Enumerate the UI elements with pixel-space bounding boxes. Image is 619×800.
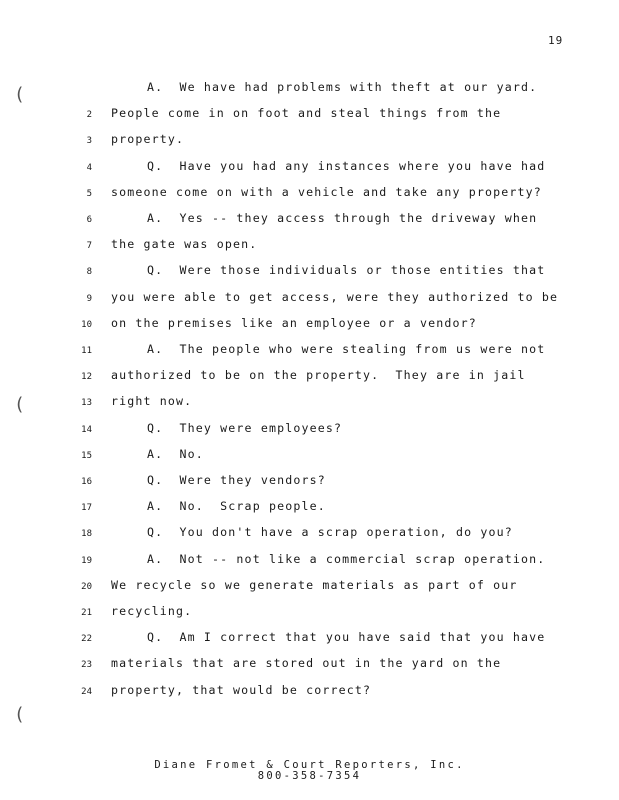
line-text: authorized to be on the property. They are in jail [111,368,526,383]
line-text: right now. [111,394,193,409]
transcript-line [0,421,619,441]
transcript-line [0,552,619,572]
transcript-line [0,525,619,545]
transcript-line [0,578,619,598]
line-number: 9 [86,293,92,304]
line-text: recycling. [111,604,193,618]
transcript-line [0,604,619,624]
transcript-line [0,447,619,467]
transcript-line [0,159,619,179]
line-number: 11 [81,346,92,356]
line-text: Q. Were those individuals or those entities that [147,263,546,278]
line-text: Q. Have you had any instances where you have had [147,158,546,173]
line-text: Q. You don't have a scrap operation, do you? [147,525,513,540]
line-number: 22 [81,634,92,645]
transcript-line [0,499,619,519]
transcript-line [0,290,619,310]
transcript-line [0,316,619,336]
line-number: 16 [81,477,92,487]
transcript-line [0,630,619,650]
transcript-line [0,106,619,126]
transcript-line [0,473,619,493]
transcript-line [0,211,619,231]
line-number: 8 [86,267,92,278]
punch-hole-mark-top: ( [14,84,25,105]
line-text: A. No. Scrap people. [147,499,326,514]
transcript-line [0,263,619,283]
line-number: 19 [81,555,92,566]
line-text: A. Yes -- they access through the driveway when [147,211,538,225]
line-number: 6 [86,215,92,225]
line-number: 13 [81,398,92,409]
line-number: 4 [86,162,92,173]
line-number: 23 [81,660,92,671]
line-text: you were able to get access, were they authorized to be [111,289,559,304]
line-text: materials that are stored out in the yard on the [111,656,502,671]
line-number: 3 [86,136,92,147]
transcript-line [0,683,619,703]
line-text: Q. They were employees? [147,420,343,435]
line-number: 15 [81,450,92,461]
transcript-line [0,237,619,257]
line-number: 7 [86,241,92,252]
line-number: 17 [81,503,92,514]
transcript-line [0,132,619,152]
page-number: 19 [548,34,564,47]
line-text: A. No. [147,446,204,461]
line-number: 10 [81,319,92,330]
line-text: property. [111,132,185,147]
transcript-line [0,394,619,414]
line-number: 14 [81,424,92,435]
line-text: People come in on foot and steal things from the [111,106,502,121]
line-text: property, that would be correct? [111,682,372,697]
line-number: 21 [81,608,92,618]
line-text: A. We have had problems with theft at our yard. [147,80,538,94]
transcript-line [0,80,619,100]
footer-company: Diane Fromet & Court Reporters, Inc. [154,759,465,771]
line-number: 12 [81,372,92,383]
transcript-line [0,656,619,676]
line-number: 24 [81,686,92,697]
footer-phone: 800-358-7354 [257,770,362,782]
transcript-line [0,342,619,362]
transcript-line [0,368,619,388]
line-number: 18 [81,529,92,540]
line-text: We recycle so we generate materials as part of our [111,577,518,592]
line-text: Q. Were they vendors? [147,473,326,487]
line-text: A. Not -- not like a commercial scrap operation. [147,551,546,566]
line-number: 20 [81,581,92,592]
line-text: someone come on with a vehicle and take any property? [111,184,542,199]
line-text: A. The people who were stealing from us were not [147,342,546,356]
transcript-line [0,185,619,205]
line-text: on the premises like an employee or a vendor? [111,315,477,330]
line-number: 2 [86,110,92,121]
punch-hole-mark-middle: ( [14,394,25,415]
line-text: the gate was open. [111,237,258,252]
line-text: Q. Am I correct that you have said that you have [147,630,546,645]
line-number: 5 [86,188,92,199]
punch-hole-mark-bottom: ( [14,704,25,725]
